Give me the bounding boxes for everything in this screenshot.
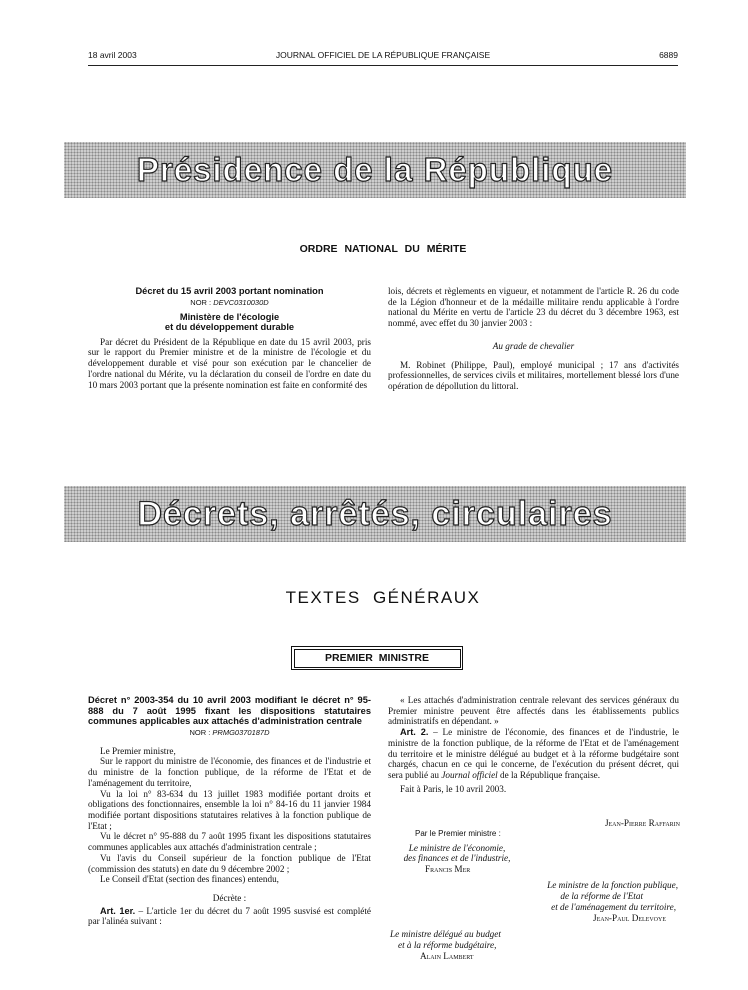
article-2-end: de la République française.: [497, 769, 601, 780]
visa-paragraph: Le Premier ministre,: [100, 745, 176, 756]
signature-alain-lambert: Alain Lambert: [420, 951, 474, 961]
ministre-fonction-publique-l1: Le ministre de la fonction publique,: [547, 880, 678, 890]
ministre-fonction-publique-l3: et de l'aménagement du territoire,: [551, 902, 676, 912]
visas-list: [88, 746, 371, 885]
header-journal-title: JOURNAL OFFICIEL DE LA RÉPUBLIQUE FRANÇAISE: [275, 50, 491, 60]
banner-decrets-text: Décrets, arrêtés, circulaires: [137, 494, 613, 533]
visa-paragraph: Vu le décret n° 95-888 du 7 août 1995 fixant les dispositions statutaires communes applicables aux attachés d'administration centrale ;: [88, 831, 371, 853]
section-heading-ordre: ORDRE NATIONAL DU MÉRITE: [299, 243, 467, 255]
banner-presidence: [64, 142, 686, 198]
decrete-label: Décrète :: [212, 892, 247, 903]
ministry-ecologie-l1: Ministère de l'écologie: [179, 311, 280, 322]
visa-paragraph: Le Conseil d'Etat (section des finances) entendu,: [100, 874, 279, 885]
decret-2003-354-left-column: [88, 695, 371, 927]
running-header: [88, 50, 678, 64]
done-at-paris: Fait à Paris, le 10 avril 2003.: [400, 783, 507, 794]
ministre-economie-l1: Le ministre de l'économie,: [408, 843, 506, 853]
decret-nomination-nor: [88, 297, 371, 308]
ministre-delegue-budget-l1: Le ministre délégué au budget: [390, 929, 501, 939]
article-2-text: – Le ministre de l'économie, des finances et de l'industrie, le ministre de la fonction publique, de la réforme de l'Etat et de l'aménagement du territoire et le ministre délégué au budget et à la réforme budgétaire sont chargés, chacun en ce qui le concerne, de l'exécution du présent décret, qui sera publié au: [388, 727, 679, 780]
nor-label: NOR :: [190, 297, 212, 307]
nor-code: DEVC0310030D: [213, 297, 269, 307]
nominee-entry: M. Robinet (Philippe, Paul), employé municipal ; 17 ans d'activités professionnelles, de services civils et militaires, mortellement blessé lors d'une opération de dépollution du littoral.: [388, 359, 679, 391]
article-1: [88, 906, 371, 927]
header-rule: [88, 65, 678, 66]
signature-premier-ministre: Jean-Pierre Raffarin: [604, 818, 680, 828]
par-le-premier-ministre: Par le Premier ministre :: [415, 829, 501, 838]
decret-nomination-text: Par décret du Président de la République en date du 15 avril 2003, pris sur le rapport du Premier ministre et de la ministre de l'écologie et du développement durable et visé pour son exécution par le chancelier de l'ordre national du Mérite, vu la déclaration du conseil de l'ordre en date du 10 mars 2003 portant que la présente nomination est faite en conformité des: [88, 336, 371, 390]
visa-paragraph: Vu la loi n° 83-634 du 13 juillet 1983 modifiée portant droits et obligations des fonctionnaires, ensemble la loi n° 84-16 du 11 janvier 1984 modifiée portant dispositions statutaires relatives à la fonction publique de l'Etat ;: [88, 788, 371, 831]
decret-2003-354-nor: [88, 727, 371, 738]
premier-ministre-label: PREMIER MINISTRE: [294, 649, 461, 668]
ministre-fonction-publique-l2: de la réforme de l'Etat: [560, 891, 643, 901]
grade-chevalier: Au grade de chevalier: [492, 340, 575, 351]
banner-presidence-text: Présidence de la République: [136, 151, 614, 188]
section-heading-textes-generaux: TEXTES GÉNÉRAUX: [285, 588, 481, 607]
article-2: [388, 727, 679, 781]
header-date: 18 avril 2003: [88, 50, 137, 60]
ministre-economie-l2: des finances et de l'industrie,: [403, 853, 511, 863]
signature-francis-mer: Francis Mer: [425, 864, 471, 874]
article-1-label: Art. 1er.: [100, 905, 136, 916]
decret-nomination-text-cont: lois, décrets et règlements en vigueur, et notamment de l'article R. 26 du code de la Légion d'honneur et de la médaille militaire rendu applicable à l'ordre national du Mérite en vertu de l'article 23 du décret du 3 décembre 1963, est nommé, avec effet du 30 janvier 2003 :: [388, 286, 679, 329]
signature-delevoye: Jean-Paul Delevoye: [593, 913, 666, 923]
decret-nomination-left-column: [88, 286, 371, 390]
article-1-quote: « Les attachés d'administration centrale relevant des services généraux du Premier ministre peuvent être affectés dans les établissements publics administratifs en dépendant. »: [388, 695, 679, 727]
visa-paragraph: Vu l'avis du Conseil supérieur de la fonction publique de l'Etat (commission des statuts) en date du 9 décembre 2002 ;: [88, 852, 371, 874]
header-page-number: 6889: [659, 50, 678, 60]
premier-ministre-box: [291, 646, 463, 670]
decret-nomination-right-column: [388, 286, 679, 392]
decret-2003-354-title: Décret n° 2003-354 du 10 avril 2003 modifiant le décret n° 95-888 du 7 août 1995 fixant les dispositions statutaires communes applicables aux attachés d'administration centrale: [88, 695, 371, 727]
ministry-ecologie-l2: et du développement durable: [164, 322, 295, 333]
article-2-label: Art. 2.: [400, 727, 429, 738]
article-1-text: – L'article 1er du décret du 7 août 1995 susvisé est complété par l'alinéa suivant :: [88, 905, 371, 927]
nor-label: NOR :: [189, 727, 211, 737]
decret-nomination-title: Décret du 15 avril 2003 portant nomination: [135, 286, 324, 296]
nor-code: PRMG0370187D: [212, 727, 270, 737]
journal-officiel-ref: Journal officiel: [441, 769, 498, 780]
visa-paragraph: Sur le rapport du ministre de l'économie, des finances et de l'industrie et du ministre de la fonction publique, de la réforme de l'Etat et de l'aménagement du territoire,: [88, 756, 371, 788]
decret-2003-354-right-column: [388, 695, 679, 794]
banner-decrets: [64, 486, 686, 542]
ministre-delegue-budget-l2: et à la réforme budgétaire,: [398, 940, 497, 950]
